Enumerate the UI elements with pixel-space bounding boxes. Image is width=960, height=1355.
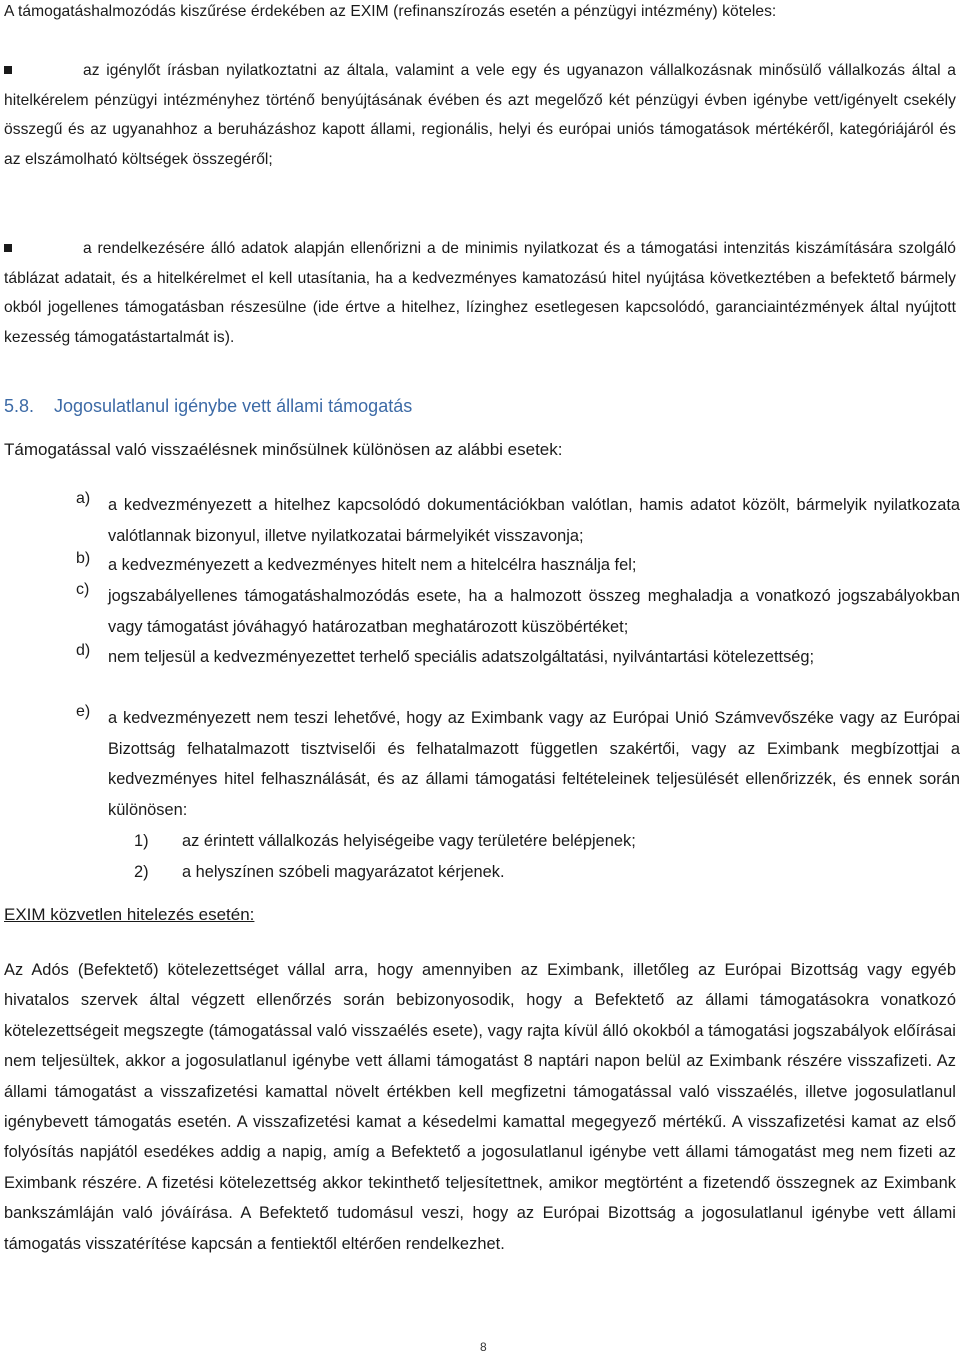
list-item-text: a kedvezményezett nem teszi lehetővé, hogy az Eximbank vagy az Európai Unió Számvevőszéke vagy az Európai Bizottság felhatalmazott tisztviselői és felhatalmazott független szakértői, vagy az Eximbank megbízottjai a kedvezményes hitel felhasználását, és az állami támogatási feltételeinek teljesülését ellenőrizzék, és ennek során különösen:	[108, 709, 960, 819]
closing-block	[4, 955, 956, 1259]
list-item	[76, 550, 960, 581]
closing-paragraph: Az Adós (Befektető) kötelezettséget vállal arra, hogy amennyiben az Eximbank, illetőleg az Európai Bizottság vagy egyéb hivatalos szervek által végzett ellenőrzés során bebizonyosodik, hogy a Befektető az állami támogatásokra vonatkozó kötelezettségeit megszegte (támogatással való visszaélés esete), vagy rajta kívül álló okokból a támogatási jogszabályok előírásai nem teljesültek, akkor a jogosulatlanul igénybe vett állami támogatást 8 naptári napon belül az Eximbank részére visszafizeti. Az állami támogatást a visszafizetési kamattal növelt értékben kell megfizetni támogatással való visszaélés, illetve jogosulatlanul igénybevett támogatás esetén. A visszafizetési kamat a késedelmi kamattal megegyező mértékű. A visszafizetési kamat az első folyósítás napjától esedékes addig a napig, amíg a Befektető a jogosulatlanul igénybe vett állami támogatást meg nem fizeti az Eximbank részére. A fizetési kötelezettség akkor tekinthető teljesítettnek, amikor megtörtént a fizetendő összegnek az Eximbank bankszámláján való jóváírása. A Befektető tudomásul veszi, hogy az Európai Bizottság a jogosulatlanul igénybe vett állami támogatás visszatérítése kapcsán a fentiektől eltérően rendelkezhet.	[4, 961, 956, 1253]
list-item-text: jogszabályellenes támogatáshalmozódás esete, ha a halmozott összeg meghaladja a vonatkozó jogszabályokban vagy támogatást jóváhagyó határozatban meghatározott küszöbértéket;	[108, 587, 960, 636]
list-item	[76, 703, 960, 825]
list-item	[76, 490, 960, 551]
section-title: Jogosulatlanul igénybe vett állami támogatás	[54, 396, 413, 416]
sub-list-item	[134, 826, 636, 857]
list-item-text: a kedvezményezett a hitelhez kapcsolódó dokumentációkban valótlan, hamis adatot közölt, bármelyik nyilatkozata valótlannak bizonyul, illetve nyilatkozatai bármelyikét visszavonja;	[108, 496, 960, 545]
list-item-text: nem teljesül a kedvezményezettet terhelő speciális adatszolgáltatási, nyilvántartási kötelezettség;	[108, 648, 815, 666]
page-number: 8	[480, 1340, 487, 1354]
section-number: 5.8.	[4, 396, 35, 416]
sub-list-item-label: 2)	[134, 863, 149, 881]
list-item-text: a kedvezményezett a kedvezményes hitelt nem a hitelcélra használja fel;	[108, 556, 637, 574]
cases-intro: Támogatással való visszaélésnek minősülnek különösen az alábbi esetek:	[4, 440, 563, 459]
list-item-label: b)	[76, 550, 91, 567]
section-heading	[4, 396, 412, 417]
subsection-title: EXIM közvetlen hitelezés esetén:	[4, 905, 255, 924]
sub-list-item-text: az érintett vállalkozás helyiségeibe vagy területére belépjenek;	[182, 832, 636, 850]
list-item	[76, 642, 960, 673]
bullet-item	[4, 234, 956, 352]
list-item-label: d)	[76, 642, 91, 659]
list-item-label: a)	[76, 490, 91, 507]
list-item-label: e)	[76, 703, 91, 720]
sub-list-item-label: 1)	[134, 832, 149, 850]
list-item-label: c)	[76, 581, 90, 598]
square-bullet-icon	[4, 244, 12, 252]
square-bullet-icon	[4, 66, 12, 74]
list-item	[76, 581, 960, 642]
bullet-text: a rendelkezésére álló adatok alapján ellenőrizni a de minimis nyilatkozat és a támogatási intenzitás kiszámítására szolgáló táblázat adatait, és a hitelkérelmet el kell utasítania, ha a kedvezményes kamatozású hitel nyújtása következtében a befektető bármely okból jogellenes támogatásban részesülne (ide értve a hitelhez, lízinghez esetlegesen kapcsolódó, garanciaintézmények által nyújtott kezesség támogatástartalmát is).	[4, 240, 956, 346]
sub-list-item-text: a helyszínen szóbeli magyarázatot kérjenek.	[182, 863, 505, 881]
bullet-text: az igénylőt írásban nyilatkoztatni az általa, valamint a vele egy és ugyanazon vállalkozásnak minősülő vállalkozás által a hitelkérelem pénzügyi intézményhez történő benyújtásának évében és azt megelőző két pénzügyi évben igénybe vett/igényelt csekély összegű és az ugyanahhoz a beruházáshoz kapott állami, regionális, helyi és európai uniós támogatások mértékéről, kategóriájáról és az elszámolható költségek összegéről;	[4, 62, 956, 168]
sub-list-item	[134, 857, 505, 888]
bullet-item	[4, 56, 956, 174]
intro-paragraph: A támogatáshalmozódás kiszűrése érdekében az EXIM (refinanszírozás esetén a pénzügyi intézmény) köteles:	[4, 3, 777, 20]
